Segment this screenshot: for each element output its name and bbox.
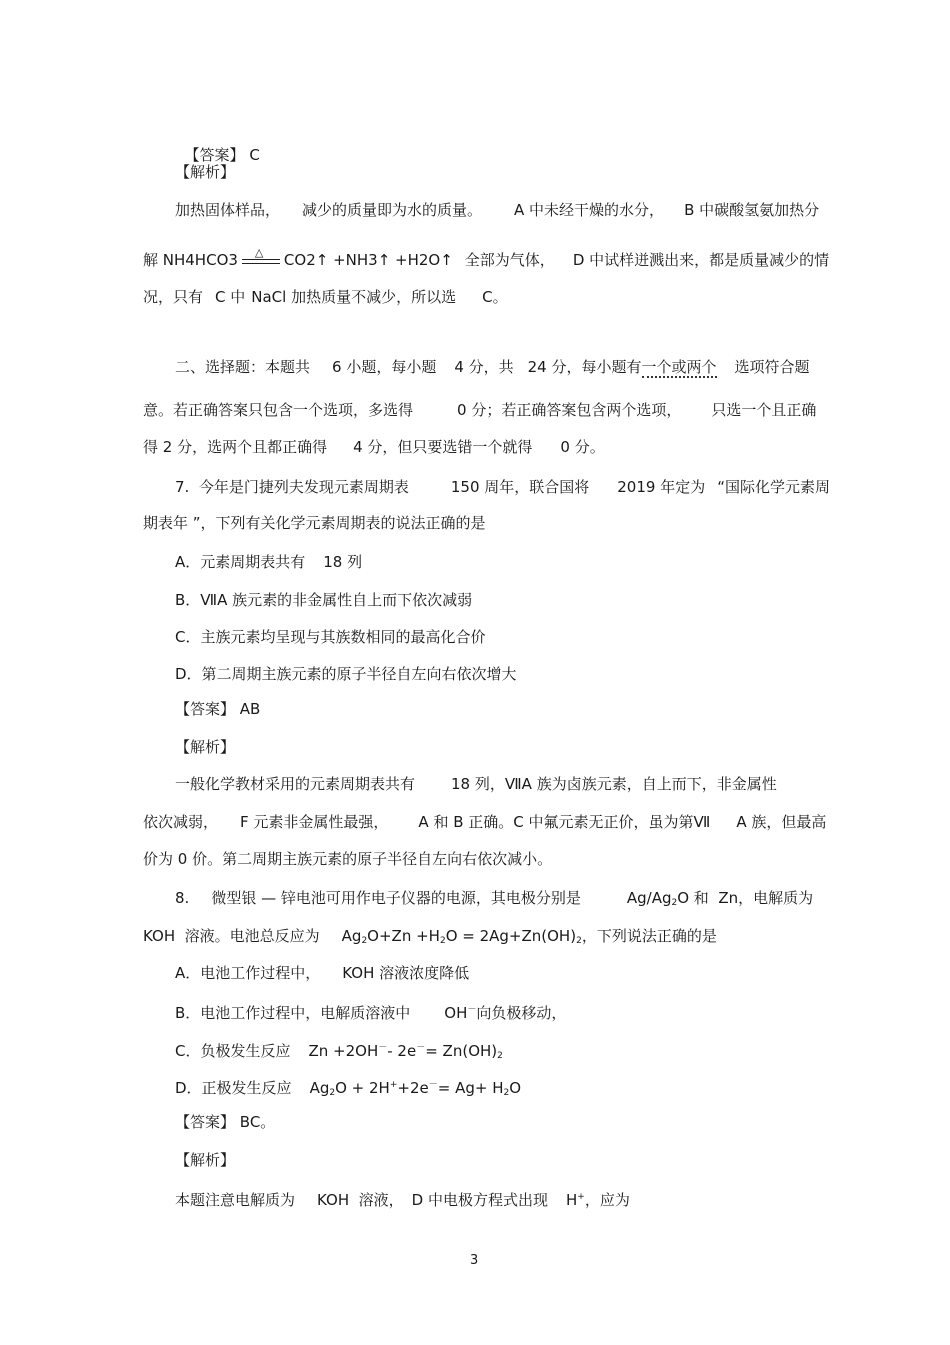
section2-intro-line-3: 得 2 分，选两个且都正确得 4 分，但只要选错一个就得 0 分。 xyxy=(143,438,605,456)
q7-stem-line-2: 期表年 ”，下列有关化学元素周期表的说法正确的是 xyxy=(143,514,486,532)
q7-option-a: A．元素周期表共有 18 列 xyxy=(175,553,363,571)
q8-analysis-label: 【解析】 xyxy=(175,1151,236,1169)
q6-answer xyxy=(175,125,260,165)
q6-explanation-line-3: 况，只有 C 中 NaCl 加热质量不减少，所以选 C。 xyxy=(143,288,508,306)
q7-stem-line-1: 7. 今年是门捷列夫发现元素周期表 150 周年，联合国将 2019 年定为 “国际化学元素周 xyxy=(175,478,830,496)
q7-explanation-line-2: 依次减弱， F 元素非金属性最强， A 和 B 正确。C 中氟元素无正价，虽为第Ⅶ A 族，但最高 xyxy=(143,813,827,831)
q6-analysis-label: 【解析】 xyxy=(175,163,236,181)
q8-option-b: B．电池工作过程中，电解质溶液中 OH－向负极移动， xyxy=(175,1004,567,1022)
heating-condition-icon: △ xyxy=(242,247,280,269)
q8-explanation-line-1: 本题注意电解质为 KOH 溶液， D 中电极方程式出现 H+，应为 xyxy=(175,1191,630,1209)
q8-option-a: A．电池工作过程中， KOH 溶液浓度降低 xyxy=(175,964,470,982)
answer-value: AB xyxy=(239,700,261,718)
q7-option-b: B．ⅦA 族元素的非金属性自上而下依次减弱 xyxy=(175,591,473,609)
q8-option-c: C．负极发生反应 Zn +2OH－- $2e^-= Zn(OH)_2$ xyxy=(175,1042,503,1061)
q8-stem-line-2: KOH 溶液。电池总反应为 $Ag_2O+Zn +H_2O = 2Ag+Zn(OH)_2$，下列说法正确的是 xyxy=(143,927,717,946)
q6-explanation-line-2: 解 NH4HCO3 △ CO2↑ +NH3↑ +H2O↑ 全部为气体， D 中试样迸溅出来，都是质量减少的情 xyxy=(143,246,830,269)
q8-option-d: D．正极发生反应 $Ag_2O + 2H^++2e^-= Ag+ H_2O$ xyxy=(175,1079,522,1098)
answer-label: 【答案】 xyxy=(175,1113,236,1131)
q8-answer xyxy=(175,1112,275,1132)
q7-option-d: D．第二周期主族元素的原子半径自左向右依次增大 xyxy=(175,665,517,683)
answer-value: C xyxy=(249,146,260,164)
q7-explanation-line-3: 价为 0 价。第二周期主族元素的原子半径自左向右依次减小。 xyxy=(143,850,553,868)
q7-answer xyxy=(175,699,260,719)
emphasized-text: 一个或两个 xyxy=(641,358,717,376)
answer-value: BC。 xyxy=(239,1113,276,1131)
q7-explanation-line-1: 一般化学教材采用的元素周期表共有 18 列，ⅦA 族为卤族元素，自上而下，非金属性 xyxy=(175,775,777,793)
q7-analysis-label: 【解析】 xyxy=(175,738,236,756)
q8-stem-line-1: 8. 微型银 — 锌电池可用作电子仪器的电源，其电极分别是 $Ag/Ag_2O$ 和 Zn，电解质为 xyxy=(175,889,814,908)
page-number: 3 xyxy=(470,1253,479,1268)
section2-intro-line-2: 意。若正确答案只包含一个选项，多选得 0 分；若正确答案包含两个选项， 只选一个且正确 xyxy=(143,401,817,419)
answer-label: 【答案】 xyxy=(175,700,236,718)
q7-option-c: C．主族元素均呈现与其族数相同的最高化合价 xyxy=(175,628,486,646)
answer-label: 【答案】 xyxy=(184,146,245,164)
section2-intro-line-1: 二、选择题：本题共 6 小题，每小题 4 分，共 24 分，每小题有一个或两个 选项符合题 xyxy=(175,358,810,376)
q6-explanation-line-1: 加热固体样品， 减少的质量即为水的质量。 A 中未经干燥的水分， B 中碳酸氢氨加热分 xyxy=(175,201,820,219)
